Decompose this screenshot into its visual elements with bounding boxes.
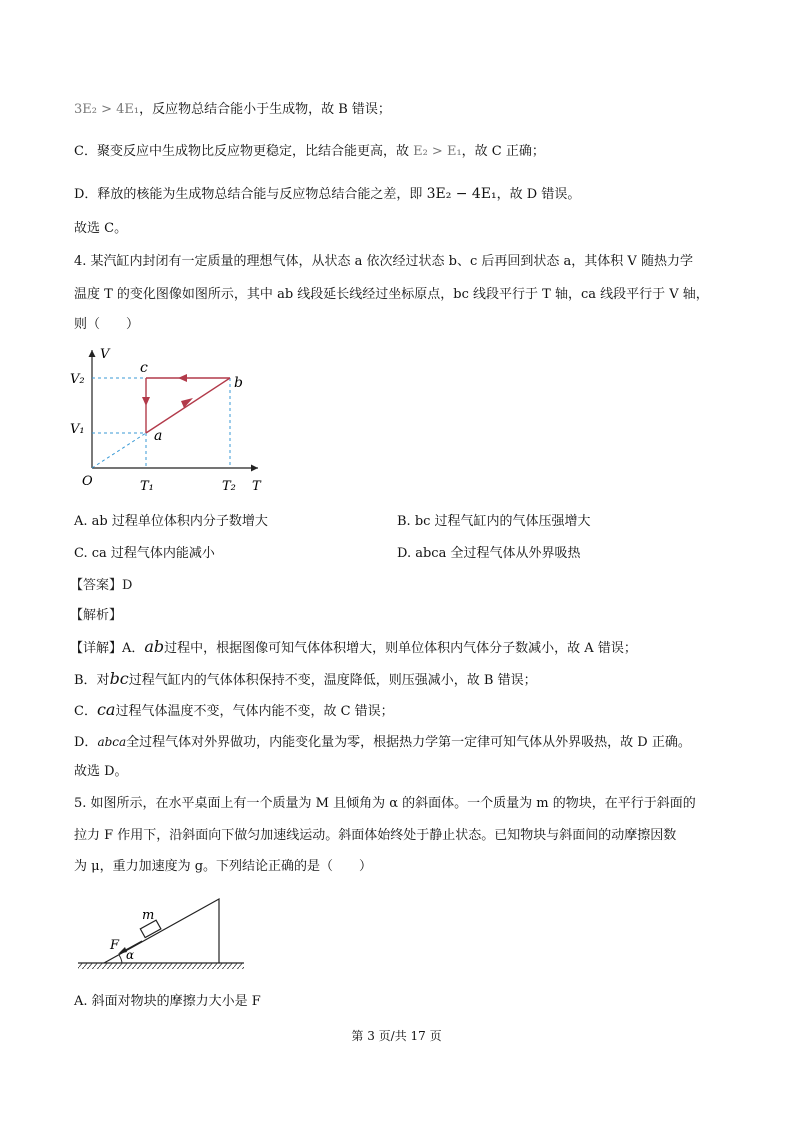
label-t2: T₂ [222, 479, 236, 494]
label-alpha: α [126, 948, 135, 962]
label-a: a [154, 428, 163, 444]
arrow-bc [178, 374, 187, 382]
label-v2: V₂ [70, 372, 85, 387]
q4-conclusion: 故选 D。 [74, 764, 128, 779]
label-v1: V₁ [70, 422, 85, 437]
q4-option-c: C. ca 过程气体内能减小 [74, 546, 215, 561]
q4-stem-line3: 则（ ） [74, 317, 140, 332]
q5-option-a: A. 斜面对物块的摩擦力大小是 F [74, 994, 261, 1009]
q4-detail-d: D．abca全过程气体对外界做功，内能变化量为零，根据热力学第一定律可知气体从外界吸热，故 D 正确。 [74, 735, 691, 750]
q5-stem-line2: 拉力 F 作用下，沿斜面向下做匀加速线运动。斜面体始终处于静止状态。已知物块与斜面间的动摩擦因数 [74, 828, 677, 843]
q4-analysis: 【解析】 [70, 608, 123, 623]
label-v: V [100, 347, 110, 362]
q4-detail-b: B．对bc过程气缸内的气体体积保持不变，温度降低，则压强减小，故 B 错误； [74, 669, 537, 688]
line-2: C．聚变反应中生成物比反应物更稳定，比结合能更高，故 E₂ > E₁，故 C 正确； [74, 144, 545, 159]
q5-stem-line1: 5. 如图所示，在水平桌面上有一个质量为 M 且倾角为 α 的斜面体。一个质量为 m 的物块，在平行于斜面的 [74, 796, 696, 811]
q5-stem-line3: 为 μ，重力加速度为 g。下列结论正确的是（ ） [74, 859, 373, 874]
page-footer: 第 3 页/共 17 页 [351, 1029, 442, 1043]
label-t: T [252, 479, 261, 494]
ground-hatch [78, 963, 244, 969]
label-m: m [142, 908, 155, 923]
label-b: b [234, 375, 243, 391]
label-t1: T₁ [140, 479, 154, 494]
q4-option-d: D. abca 全过程气体从外界吸热 [397, 546, 581, 561]
vt-graph [60, 340, 280, 500]
label-F: F [110, 938, 120, 953]
angle-arc [119, 955, 122, 963]
q4-stem-line2: 温度 T 的变化图像如图所示，其中 ab 线段延长线经过坐标原点，bc 线段平行于 T 轴，ca 线段平行于 V 轴， [74, 287, 709, 302]
incline-figure [74, 895, 254, 975]
formula-3e2-minus-4e1: 3E₂ − 4E₁ [426, 186, 497, 202]
line-3: D．释放的核能为生成物总结合能与反应物总结合能之差，即 3E₂ − 4E₁，故 D 错误。 [74, 186, 581, 202]
formula-3e2-4e1: 3E₂ > 4E₁ [74, 102, 140, 117]
q4-stem-line1: 4. 某汽缸内封闭有一定质量的理想气体，从状态 a 依次经过状态 b、c 后再回到状态 a，其体积 V 随热力学 [74, 254, 693, 269]
arrow-ca [142, 397, 150, 406]
segment-ab [146, 378, 230, 433]
q4-option-a: A. ab 过程单位体积内分子数增大 [74, 514, 268, 529]
incline [104, 899, 219, 963]
line-1: 3E₂ > 4E₁，反应物总结合能小于生成物，故 B 错误； [74, 102, 391, 117]
q4-detail-c: C．ca过程气体温度不变，气体内能不变，故 C 错误； [74, 700, 394, 719]
q4-answer: 【答案】D [70, 578, 133, 593]
label-c: c [140, 360, 148, 376]
label-origin: O [82, 474, 93, 489]
q4-option-b: B. bc 过程气缸内的气体压强增大 [397, 514, 591, 529]
line-4: 故选 C。 [74, 221, 128, 236]
q4-detail-a: 【详解】A．ab过程中，根据图像可知气体体积增大，则单位体积内气体分子数减小，故 A 错误； [70, 637, 637, 656]
formula-e2-e1: E₂ > E₁ [413, 144, 462, 159]
